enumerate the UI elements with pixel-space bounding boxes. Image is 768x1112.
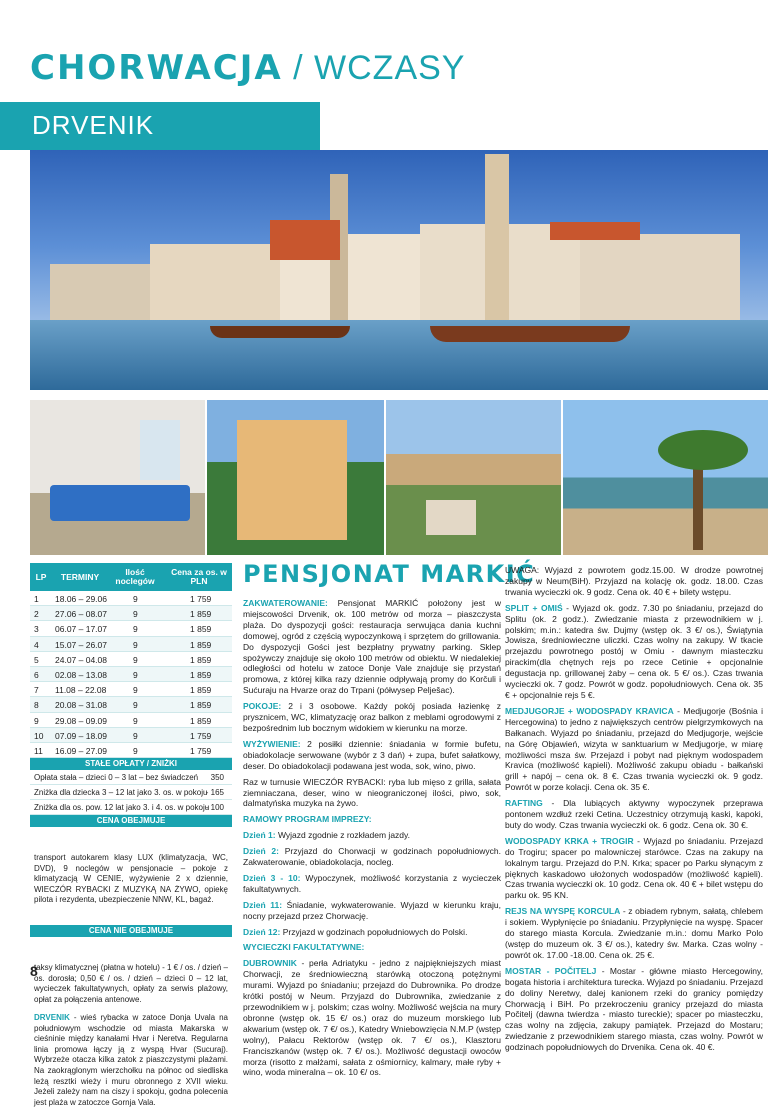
paragraph-text: UWAGA: Wyjazd z powrotem godz.15.00. W drodze powrotnej zakupy w Neum(BiH). Przyjazd na kolację ok. godz. 18.00. Czas trwania wycieczki ok. 9 godz. Cena ok. 40 € + bilety wstępu.	[505, 565, 763, 597]
cell-price: 1 859	[190, 624, 212, 635]
paragraph-label: MEDJUGORJE + WODOSPADY KRAVICA	[505, 705, 674, 716]
fee-row	[30, 770, 232, 785]
paragraph-text: - Wyjazd po śniadaniu. Przejazd do Trogiru; spacer po malowniczej starówce. Czas na zakupy na lokalnym targu. Przejazd do P.N. Krka; spacer po Parku słynącym z pięknych kaskadowo ułożonych wodospadów (możliwość kąpieli). Czas trwania wycieczki ok. 10 godz. Cena ok. 40 € + bilet wstępu do parku ok. 95 KN.	[505, 835, 763, 901]
cell-price: 1 859	[190, 669, 212, 680]
table-row	[30, 606, 232, 621]
paragraph-text: Przyjazd do Chorwacji w godzinach popołudniowych. Zakwaterowanie, obiadokolacja, nocleg.	[243, 846, 501, 868]
bed-icon	[50, 485, 190, 521]
cell-nights: 9	[133, 700, 138, 711]
excludes-title: CENA NIE OBEJMUJE	[30, 925, 232, 937]
cell-lp: 4	[34, 639, 39, 650]
paragraph-text: Pensjonat MARKIĆ położony jest w miejscowości Drvenik, ok. 100 metrów od morza – piaszczysta plaża. Do dyspozycji gości: restauracja serwująca dania kuchni domowej, ogród z częścią wypoczynkową i sprzętem do grillowania. Do dyspozycji Gości jest bezpłatny prywatny parking. Sklep spożywczy znajduje się około 100 metrów od obiektu. W niedalekiej odległości od hotelu w zatoce Donje Vale znajduje się przystań promowa, z której kilka razy dziennie odpływają promy do Korčuli i Sućuraju na Hvarze oraz do Trpani (półwysep Pelješac).	[243, 598, 501, 696]
cell-dates: 27.06 – 08.07	[55, 609, 107, 620]
paragraph-label: RAMOWY PROGRAM IMPREZY:	[243, 814, 372, 825]
paragraph	[243, 598, 501, 696]
cell-dates: 18.06 – 29.06	[55, 594, 107, 604]
paragraph	[243, 739, 501, 772]
cell-lp: 10	[34, 730, 44, 741]
cell-nights: 9	[133, 730, 138, 741]
hero-building	[150, 244, 290, 324]
fee-row	[30, 800, 232, 815]
page-header	[30, 48, 466, 88]
cell-nights: 9	[133, 715, 138, 726]
table-header	[30, 563, 232, 591]
room-photo	[30, 400, 205, 555]
table-row	[30, 728, 232, 743]
cell-dates: 07.09 – 18.09	[55, 730, 107, 741]
cell-price: 1 859	[190, 639, 212, 650]
paragraph-label: SPLIT + OMIŚ	[505, 602, 563, 613]
paragraph	[505, 798, 763, 831]
cell-dates: 11.08 – 22.08	[55, 685, 107, 696]
paragraph	[505, 603, 763, 701]
paragraph-text: Wyjazd zgodnie z rozkładem jazdy.	[275, 830, 410, 841]
paragraph-label: POKOJE:	[243, 701, 282, 712]
fee-row	[30, 785, 232, 800]
paragraph-text: - perła Adriatyku - jedno z najpiękniejszych miast Chorwacji, ze średniowieczną starówką otoczoną potężnymi murami. Wyjazd po śniadaniu; przejazd do Dubrownika. Po drodze krótki postój w Neum. Przyjazd do Dubrownika, zwiedzanie z przewodnikiem w j. polskim; czas wolny. Możliwość wejścia na mury obronne (wstęp ok. 15 €/ os.) oraz do muzeum morskiego lub akwarium (wstęp ok. 7 €/ os.), Katedry Wniebowzięcia N.M.P (wstęp wolny), Pałacu Rektorów (wstęp ok. 7 €/ os.), Klasztoru Franciszkanów (wstęp ok. 7 €/ os.). Możliwość degustacji owoców morza (risotto z małżami, sałata z ośmiornicy, kalmary, małe ryby + wino, woda mineralna – ok. 10 €/ os.	[243, 958, 501, 1078]
paragraph-label: WYŻYWIENIE:	[243, 738, 301, 749]
paragraph	[243, 777, 501, 810]
fee-label: Zniżka dla os. pow. 12 lat jako 3. i 4. os. w pokoju	[34, 803, 210, 813]
hero-tower	[485, 154, 509, 324]
cell-price: 1 859	[190, 685, 212, 696]
paragraph-text: 2 posiłki dziennie: śniadania w formie bufetu, obiadokolacje serwowane (wybór z 3 dań) + zupa, bufet sałatkowy, deser. Do obiadokolacji podawana jest woda, sok, wino, piwo.	[243, 738, 501, 771]
price-table	[30, 563, 232, 1112]
cell-lp: 9	[34, 715, 39, 726]
cell-nights: 9	[133, 594, 138, 604]
paragraph-label: Dzień 1:	[243, 830, 276, 841]
village-photo	[386, 400, 561, 555]
fee-label: Opłata stała – dzieci 0 – 3 lat – bez świadczeń	[34, 773, 199, 783]
includes-title: CENA OBEJMUJE	[30, 815, 232, 827]
window-icon	[140, 420, 180, 480]
paragraph	[243, 701, 501, 734]
cell-lp: 1	[34, 594, 39, 604]
description-column	[243, 598, 501, 1083]
paragraph-text: - Wyjazd ok. godz. 7.30 po śniadaniu, przejazd do Splitu (ok. 2 godz.). Zwiedzanie miasta z przewodnikiem w j. polskim; m.in.: katedra św. Dujmy (wstęp ok. 3 €/ os.), Świątynia Jowisza, średniowieczne uliczki. Czas wolny na zakupy. W tkacie przejazdu powrotnego postój w Omiu - dawnym miasteczku pirackim(dla chętnych rejs po rzece Cetinie + opcjonalnie degustacja np. grillowanej żaby – cena ok. 5 €/ os.). Czas trwania wycieczki ok. 7 godz. Powrót w godz. popołudniowych. Cena ok. 35 € + opcjonalnie rejs 5 €.	[505, 602, 764, 700]
hero-building	[580, 234, 740, 324]
beach-photo	[563, 400, 768, 555]
paragraph-label: Dzień 11:	[243, 899, 283, 910]
cell-dates: 20.08 – 31.08	[55, 700, 107, 711]
paragraph-label: Dzień 2:	[243, 846, 279, 857]
cell-nights: 9	[133, 609, 138, 620]
cell-price: 1 859	[190, 654, 212, 665]
paragraph-label: REJS NA WYSPĘ KORCULA	[505, 906, 621, 917]
paragraph-label: MOSTAR - POČITELJ	[505, 965, 597, 976]
cell-lp: 7	[34, 685, 39, 696]
col-dates: TERMINY	[60, 572, 100, 582]
fee-value: - 100	[205, 803, 224, 813]
cell-dates: 16.09 – 27.09	[55, 745, 107, 756]
table-row	[30, 713, 232, 728]
col-lp: LP	[35, 572, 47, 582]
paragraph	[505, 706, 763, 793]
location-banner	[0, 102, 320, 150]
boat-icon	[210, 326, 350, 338]
cell-nights: 9	[133, 745, 138, 756]
col-nights: Ilość noclegów	[115, 567, 155, 586]
cell-dates: 15.07 – 26.07	[55, 639, 107, 650]
includes-text: transport autokarem klasy LUX (klimatyzacja, WC, DVD), 9 noclegów w pensjonacie – pokoje z klimatyzacją W CENIE, wyżywienie 2 x dziennie, WIECZÓR RYBACKI Z MUZYKĄ NA ŻYWO, opiekę pilota i rezydenta, ubezpieczenie NNW, KL, bagaż.	[34, 853, 228, 905]
paragraph-label: Dzień 12:	[243, 926, 281, 937]
house-icon	[426, 500, 476, 535]
cell-nights: 9	[133, 685, 138, 696]
paragraph-label: RAFTING	[505, 798, 543, 809]
drvenik-label: DRVENIK	[34, 1013, 70, 1023]
paragraph-label: ZAKWATEROWANIE:	[243, 598, 328, 608]
paragraph-label: DUBROWNIK	[243, 958, 297, 969]
fee-value: 350	[210, 773, 224, 783]
table-row	[30, 652, 232, 667]
cell-lp: 3	[34, 624, 39, 635]
drvenik-text: - wieś rybacka w zatoce Donja Uvala na południowym wschodzie od miasta Makarska w cieśninie między kanałami Hvar i Neretva. Regularna linia promowa łączy ją z wyspą Hvar (Sucuraj). Wybrzeże otacza kilka zatok z piaszczystymi plażami. Na zaokrąglonym wierzchołku na północ od siedliska leżą resztki wieży i muru obronnego z XVII wieku. Jeżeli zależy nam na ciszy i spokoju, godna polecenia jest plaża w zatoczce Gornja Vala.	[34, 1013, 228, 1107]
pension-name: PENSJONAT MARKIĆ	[243, 560, 536, 588]
photo-strip	[30, 400, 768, 555]
title-category: / WCZASY	[282, 49, 466, 87]
table-body	[30, 591, 232, 758]
table-row	[30, 743, 232, 758]
paragraph-label: WYCIECZKI FAKULTATYWNE:	[243, 942, 365, 953]
fees-title: STAŁE OPŁATY / ZNIŻKI	[30, 758, 232, 770]
cell-lp: 5	[34, 654, 39, 665]
table-row	[30, 591, 232, 606]
paragraph-text: - Medjugorje (Bośnia i Hercegowina) to jedno z największych centrów pielgrzymkowych na Bałkanach. Wyjazd po śniadaniu, przejazd do Medjugorje, wejście na Górę Objawień, wizyta w sanktuarium w Medjugorje, w miarę możliwości msza św. Przejazd i pobyt nad pięknym wodospadem Kravica (możliwość kąpieli). Możliwość zakupu obiadu - bałkański grill + napój – cena ok. 8 €. Czas trwania wycieczki ok. 9 godz. Powrót w porze kolacji. Cena ok. 35 €.	[505, 705, 763, 793]
paragraph-label: WODOSPADY KRKA + TROGIR	[505, 835, 634, 846]
palm-leaves-icon	[658, 430, 748, 470]
table-row	[30, 637, 232, 652]
hero-photo	[30, 150, 768, 390]
cell-dates: 06.07 – 17.07	[55, 624, 107, 635]
hero-sea	[30, 320, 768, 390]
paragraph-text: Wypoczynek, możliwość korzystania z wycieczek fakultatywnych.	[243, 872, 501, 894]
cell-price: 1 759	[190, 730, 212, 741]
cell-dates: 29.08 – 09.09	[55, 715, 107, 726]
paragraph	[505, 565, 763, 598]
cell-price: 1 859	[190, 700, 212, 711]
paragraph-text: - Dla lubiących aktywny wypoczynek przeprawa pontonem wzdłuż rzeki Cetina. Uczestnicy otrzymują kaski, kapoki, buty do wody. Czas trwania wycieczki ok. 6 godz. Cena ok. 30 €.	[505, 798, 763, 830]
boat-icon	[430, 326, 630, 342]
cell-price: 1 859	[190, 715, 212, 726]
paragraph-text: - z obiadem rybnym, sałatą, chlebem i sokiem. Wypłynięcie po śniadaniu. Przypłynięcie na wyspę. Spacer do starego miasta Korcula. Zwiedzanie m.in.: domu Marko Polo (wstęp do muzeum ok. 3 €/ os.), katedry św. Marka. Czas wolny - powrót ok. 17.00 -18.00. Cena ok. 25 €.	[505, 906, 763, 960]
excursions-column	[505, 565, 763, 1058]
paragraph	[505, 836, 763, 901]
cell-dates: 02.08 – 13.08	[55, 669, 107, 680]
paragraph	[505, 906, 763, 961]
cell-price: 1 759	[190, 745, 212, 756]
paragraph-text: Śniadanie, wykwaterowanie. Wyjazd w kierunku kraju, nocny przejazd przez Chorwację.	[243, 899, 501, 921]
paragraph-text: - Mostar - główne miasto Hercegowiny, bogata historia i architektura turecka. Wyjazd po śniadaniu. Przejazd do doliny Neretwy, dalej kanionem rzeki do granicy pomiędzy Chorwacją i BiH. Po przekroczeniu granicy przejazd do miasta Počitelj (dawna twierdza - miasto tureckie); spacer po miasteczku, czas wolny na zdjęcia, zakupy pamiątek. Przejazd do Mostaru; zwiedzanie z przewodnikiem starego miasta, czas wolny. Powrót w godzinach popołudniowych do Drvenika. Cena ok. 40 €.	[505, 965, 763, 1053]
paragraph	[243, 958, 501, 1078]
pension-building	[237, 420, 347, 540]
table-row	[30, 697, 232, 712]
fee-value: - 165	[205, 788, 224, 798]
excludes-text: taksy klimatycznej (płatna w hotelu) - 1 € / os. / dzień – os. dorosła; 0,50 € / os. / dzień – dzieci 0 – 12 lat, wycieczek fakultatywnych, opłaty za serwis plażowy, opłat za połączenia antenowe.	[34, 963, 228, 1004]
fee-label: Zniżka dla dziecka 3 – 12 lat jako 3. os. w pokoju	[34, 788, 208, 798]
cell-nights: 9	[133, 624, 138, 635]
cell-dates: 24.07 – 04.08	[55, 654, 107, 665]
title-country: CHORWACJA	[30, 48, 283, 88]
table-row	[30, 682, 232, 697]
hero-roof	[550, 222, 640, 240]
fees-list	[30, 770, 232, 815]
paragraph	[243, 927, 501, 938]
paragraph	[243, 814, 501, 825]
hero-wall	[50, 264, 160, 324]
drvenik-description	[30, 1003, 232, 1112]
paragraph-text: Raz w turnusie WIECZÓR RYBACKI: ryba lub mięso z grilla, sałata ziemniaczana, deser, wino w nieograniczonej ilości, piwo, sok, dalmatyńska muzyka na żywo.	[243, 776, 501, 809]
table-row	[30, 621, 232, 636]
hero-roof	[270, 220, 340, 260]
cell-lp: 8	[34, 700, 39, 711]
paragraph	[243, 900, 501, 922]
paragraph-text: Przyjazd w godzinach popołudniowych do Polski.	[280, 926, 468, 937]
table-row	[30, 667, 232, 682]
paragraph	[505, 966, 763, 1053]
cell-price: 1 759	[190, 594, 212, 604]
building-photo	[207, 400, 384, 555]
location-label: DRVENIK	[32, 110, 155, 140]
cell-lp: 6	[34, 669, 39, 680]
paragraph	[243, 942, 501, 953]
cell-price: 1 859	[190, 609, 212, 620]
paragraph-label: Dzień 3 - 10:	[243, 872, 301, 883]
paragraph	[243, 873, 501, 895]
paragraph-text: 2 i 3 osobowe. Każdy pokój posiada łazienkę z prysznicem, WC, klimatyzację oraz balkon z meblami ogrodowymi z bezpośrednim lub bocznym widokiem w kierunku na morze.	[243, 701, 501, 733]
cell-lp: 11	[34, 745, 43, 756]
page-number: 8	[30, 963, 38, 979]
paragraph	[243, 846, 501, 868]
cell-nights: 9	[133, 654, 138, 665]
page-title	[30, 48, 466, 88]
col-price: Cena za os. w PLN	[171, 567, 227, 586]
cell-lp: 2	[34, 609, 39, 620]
cell-nights: 9	[133, 669, 138, 680]
paragraph	[243, 830, 501, 841]
cell-nights: 9	[133, 639, 138, 650]
